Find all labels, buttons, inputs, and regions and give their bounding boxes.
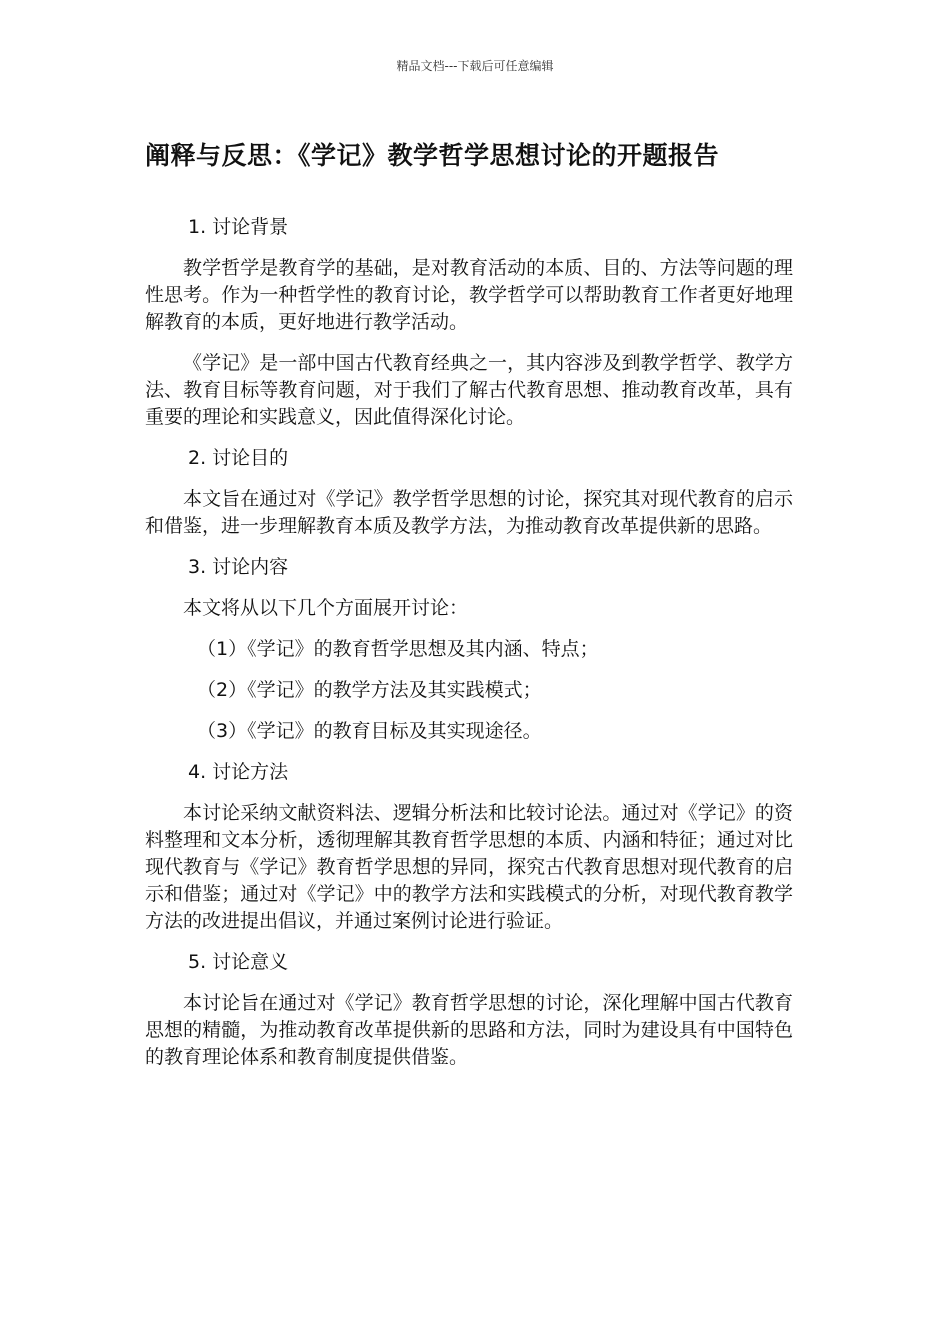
section-heading-significance: 5. 讨论意义 [188,951,289,973]
section-heading-purpose: 2. 讨论目的 [188,447,289,469]
document-title: 阐释与反思：《学记》教学哲学思想讨论的开题报告 [145,141,720,170]
paragraph: 《学记》是一部中国古代教育经典之一，其内容涉及到教学哲学、教学方法、教育目标等教育问题，对于我们了解古代教育思想、推动教育改革，具有重要的理论和实践意义，因此值得深化讨论。 [145,352,793,428]
list-item: （3）《学记》的教育目标及其实现途径。 [197,720,542,742]
section-heading-method: 4. 讨论方法 [188,761,289,783]
paragraph: 本文旨在通过对《学记》教学哲学思想的讨论，探究其对现代教育的启示和借鉴，进一步理解教育本质及教学方法，为推动教育改革提供新的思路。 [145,488,793,537]
document-body [145,214,793,1085]
list-item: （1）《学记》的教育哲学思想及其内涵、特点； [197,638,599,660]
paragraph: 教学哲学是教育学的基础，是对教育活动的本质、目的、方法等问题的理性思考。作为一种哲学性的教育讨论，教学哲学可以帮助教育工作者更好地理解教育的本质，更好地进行教学活动。 [145,257,793,333]
page-header: 精品文档---下载后可任意编辑 [396,59,554,73]
paragraph: 本文将从以下几个方面展开讨论： [183,597,469,619]
paragraph: 本讨论旨在通过对《学记》教育哲学思想的讨论，深化理解中国古代教育思想的精髓，为推动教育改革提供新的思路和方法，同时为建设具有中国特色的教育理论体系和教育制度提供借鉴。 [145,992,793,1068]
section-heading-content: 3. 讨论内容 [188,556,289,578]
paragraph: 本讨论采纳文献资料法、逻辑分析法和比较讨论法。通过对《学记》的资料整理和文本分析，透彻理解其教育哲学思想的本质、内涵和特征；通过对比现代教育与《学记》教育哲学思想的异同，探究古代教育思想对现代教育的启示和借鉴；通过对《学记》中的教学方法和实践模式的分析，对现代教育教学方法的改进提出倡议，并通过案例讨论进行验证。 [145,802,793,932]
section-heading-background: 1. 讨论背景 [188,216,289,238]
list-item: （2）《学记》的教学方法及其实践模式； [197,679,542,701]
